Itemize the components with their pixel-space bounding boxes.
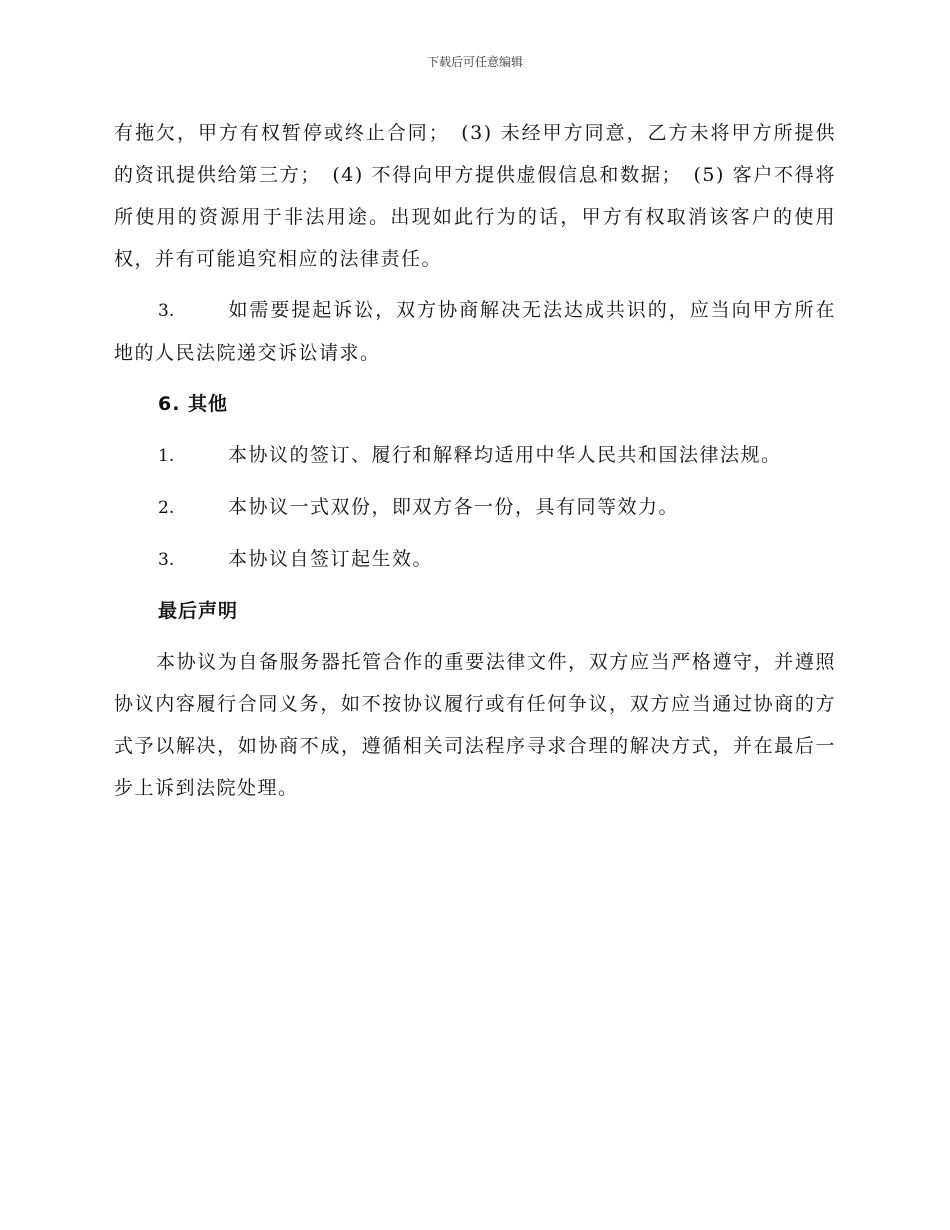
- section-6-item: [114, 538, 836, 581]
- spacer: [114, 632, 836, 641]
- section-6-item-number: 2.: [158, 498, 175, 518]
- section-6-item-text: 本协议一式双份，即双方各一份，具有同等效力。: [228, 496, 680, 518]
- dispute-item: [114, 289, 836, 374]
- spacer: [114, 425, 836, 434]
- spacer: [114, 581, 836, 590]
- final-statement-heading: 最后声明: [158, 600, 239, 622]
- spacer: [114, 477, 836, 486]
- spacer: [114, 529, 836, 538]
- final-statement-text: 本协议为自备服务器托管合作的重要法律文件，双方应当严格遵守，并遵照协议内容履行合同义务，如不按协议履行或有任何争议，双方应当通过协商的方式予以解决，如协商不成，遵循相关司法程序寻求合理的解决方式，并在最后一步上诉到法院处理。: [114, 651, 836, 799]
- dispute-item-number: 3.: [158, 301, 175, 321]
- section-6-item: [114, 434, 836, 477]
- section-6-item-text: 本协议的签订、履行和解释均适用中华人民共和国法律法规。: [228, 444, 782, 466]
- document-body: [114, 112, 836, 809]
- page-header: 下载后可任意编辑: [426, 55, 523, 69]
- spacer: [114, 374, 836, 383]
- section-6-item: [114, 486, 836, 529]
- dispute-item-text: 如需要提起诉讼，双方协商解决无法达成共识的，应当向甲方所在地的人民法院递交诉讼请求。: [114, 299, 836, 364]
- section-6-item-number: 1.: [158, 446, 175, 466]
- section-6-item-number: 3.: [158, 550, 175, 570]
- spacer: [114, 280, 836, 289]
- section-6-item-text: 本协议自签订起生效。: [228, 548, 434, 570]
- section-6-heading: 6. 其他: [158, 393, 229, 415]
- continued-paragraph: 有拖欠，甲方有权暂停或终止合同； (3) 未经甲方同意，乙方未将甲方所提供的资讯提供给第三方； (4) 不得向甲方提供虚假信息和数据； (5) 客户不得将所使用的资源用于非法用途。出现如此行为的话，甲方有权取消该客户的使用权，并有可能追究相应的法律责任。: [114, 122, 836, 270]
